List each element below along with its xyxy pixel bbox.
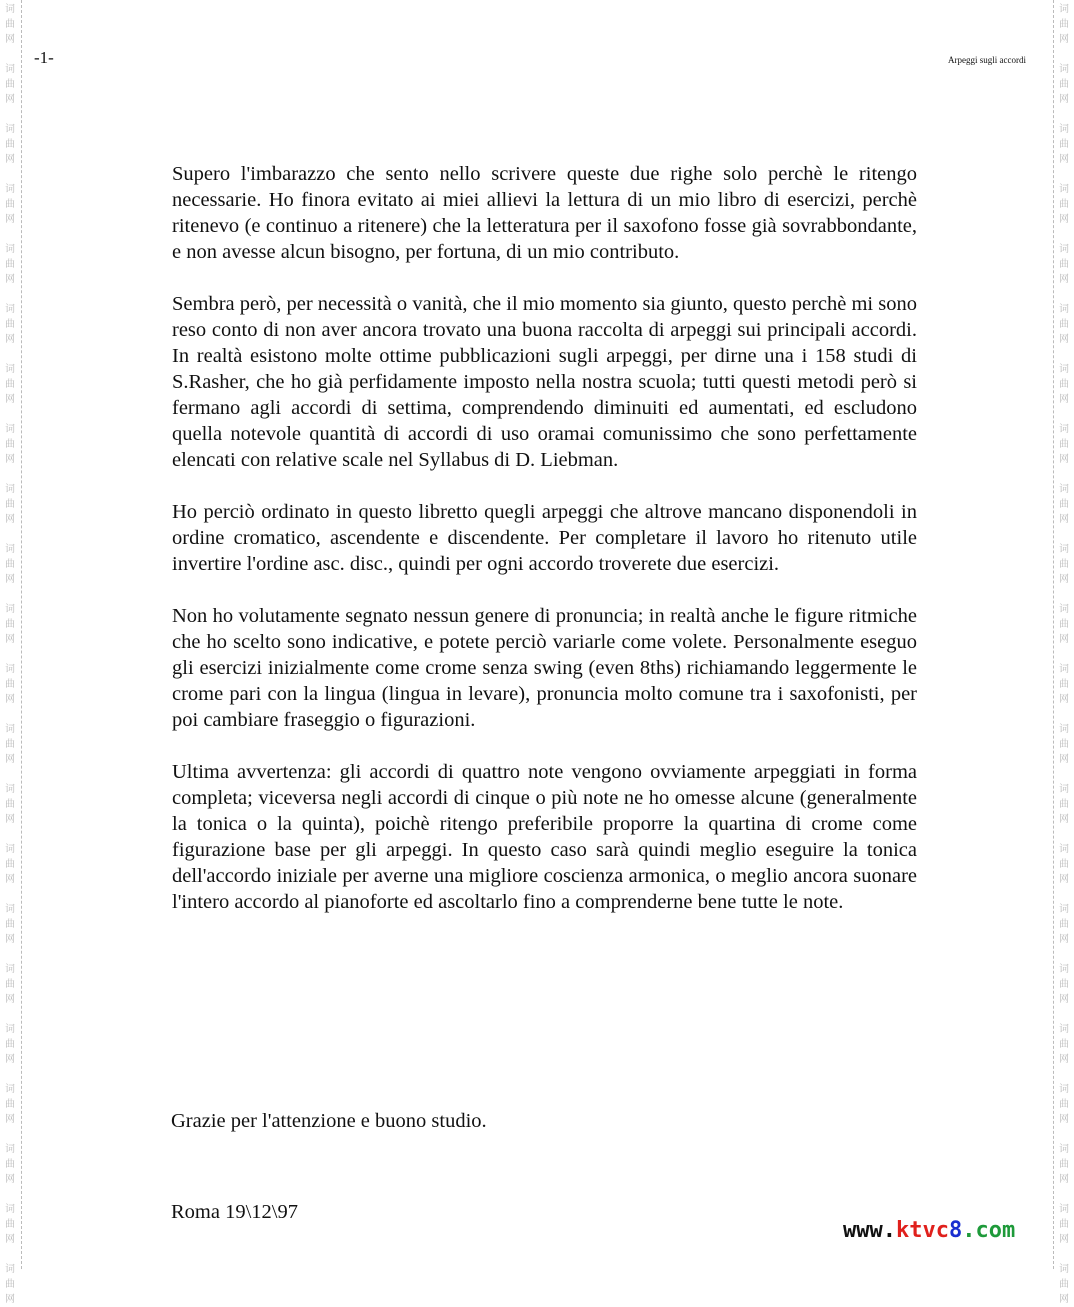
watermark-mark: 词 曲 网 [1059,424,1069,465]
watermark-mark: 词 曲 网 [1059,304,1069,345]
watermark-mark: 词 曲 网 [1059,1144,1069,1185]
watermark-mark: 词 曲 网 [5,604,15,645]
watermark-mark: 词 曲 网 [5,484,15,525]
paragraph: Ultima avvertenza: gli accordi di quattro note vengono ovviamente arpeggiati in forma completa; viceversa negli accordi di cinque o più note ne ho omesse alcune (generalmente la tonica o la quinta), poichè ritengo preferibile proporre la quartina di crome come figurazione base per gli arpeggi. In questo caso sarà quindi meglio eseguire la tonica dell'accordo iniziale per averne una migliore coscienza armonica, o meglio ancora suonare l'intero accordo al pianoforte ed ascoltarlo fino a comprenderne bene tutte le note. [172,761,917,913]
watermark-mark: 词 曲 网 [5,724,15,765]
watermark-mark: 词 曲 网 [1059,1084,1069,1125]
logo-part: .com [962,1218,1016,1243]
watermark-mark: 词 曲 网 [5,424,15,465]
watermark-mark: 词 曲 网 [5,4,15,45]
paragraph: Sembra però, per necessità o vanità, che il mio momento sia giunto, questo perchè mi sono reso conto di non aver ancora trovato una buona raccolta di arpeggi sui principali accordi. In realtà esistono molte ottime pubblicazioni sugli arpeggi, per dirne una i 158 studi di S.Rasher, che ho già perfidamente imposto nella nostra scuola; tutti questi metodi però si fermano agli accordi di settima, comprendendo diminuiti ed aumentati, ed escludono quella notevole quantità di accordi di uso oramai comunissimo che sono perfettamente elencati con relative scale nel Syllabus di D. Liebman. [172,293,917,471]
place-date: Roma 19\12\97 [171,1201,298,1223]
watermark-mark: 词 曲 网 [1059,784,1069,825]
watermark-mark: 词 曲 网 [1059,1024,1069,1065]
watermark-mark: 词 曲 网 [1059,1204,1069,1245]
watermark-mark: 词 曲 网 [5,964,15,1005]
watermark-mark: 词 曲 网 [5,244,15,285]
watermark-mark: 词 曲 网 [5,304,15,345]
paragraph: Ho perciò ordinato in questo libretto quegli arpeggi che altrove mancano disponendoli in ordine cromatico, ascendente e discendente. Per completare il lavoro ho ritenuto utile invertire l'ordine asc. disc., quindi per ogni accordo troverete due esercizi. [172,501,917,575]
margin-divider-right [1053,0,1054,1269]
watermark-mark: 词 曲 网 [5,784,15,825]
watermark-mark: 词 曲 网 [1059,1264,1069,1305]
watermark-mark: 词 曲 网 [1059,544,1069,585]
logo-part: ktvc [895,1218,949,1243]
watermark-mark: 词 曲 网 [1059,4,1069,45]
running-title: Arpeggi sugli accordi [948,55,1026,65]
closing-thanks: Grazie per l'attenzione e buono studio. [171,1110,487,1132]
logo-part: www. [843,1218,896,1243]
watermark-mark: 词 曲 网 [5,1204,15,1245]
site-logo [843,1218,1015,1243]
watermark-mark: 词 曲 网 [1059,604,1069,645]
page-number: -1- [34,48,54,67]
watermark-mark: 词 曲 网 [5,64,15,105]
watermark-mark: 词 曲 网 [1059,904,1069,945]
watermark-mark: 词 曲 网 [5,544,15,585]
paragraph: Supero l'imbarazzo che sento nello scrivere queste due righe solo perchè le ritengo necessarie. Ho finora evitato ai miei allievi la lettura di un mio libro di esercizi, perchè ritenevo (e continuo a ritenere) che la letteratura per il saxofono fosse già sovrabbondante, e non avesse alcun bisogno, per fortuna, di un mio contributo. [172,163,917,263]
watermark-mark: 词 曲 网 [1059,844,1069,885]
watermark-mark: 词 曲 网 [1059,364,1069,405]
watermark-mark: 词 曲 网 [5,1084,15,1125]
watermark-right [1054,0,1074,1305]
watermark-mark: 词 曲 网 [5,904,15,945]
watermark-mark: 词 曲 网 [1059,124,1069,165]
watermark-mark: 词 曲 网 [1059,964,1069,1005]
document-body [172,161,917,941]
watermark-mark: 词 曲 网 [5,1264,15,1305]
watermark-mark: 词 曲 网 [1059,664,1069,705]
watermark-mark: 词 曲 网 [5,664,15,705]
watermark-mark: 词 曲 网 [1059,64,1069,105]
logo-part: 8 [948,1218,963,1243]
watermark-mark: 词 曲 网 [1059,724,1069,765]
watermark-mark: 词 曲 网 [5,1144,15,1185]
watermark-mark: 词 曲 网 [1059,484,1069,525]
watermark-mark: 词 曲 网 [5,124,15,165]
watermark-mark: 词 曲 网 [1059,184,1069,225]
watermark-mark: 词 曲 网 [1059,244,1069,285]
paragraph: Non ho volutamente segnato nessun genere di pronuncia; in realtà anche le figure ritmiche che ho scelto sono indicative, e potete perciò variarle come volete. Personalmente eseguo gli esercizi inizialmente come crome senza swing (even 8ths) richiamando leggermente le crome pari con la lingua (lingua in levare), pronuncia molto comune tra i saxofonisti, per poi cambiare fraseggio o figurazioni. [172,605,917,731]
watermark-mark: 词 曲 网 [5,364,15,405]
watermark-mark: 词 曲 网 [5,184,15,225]
watermark-mark: 词 曲 网 [5,844,15,885]
margin-divider-left [21,0,22,1269]
watermark-left [0,0,20,1305]
watermark-mark: 词 曲 网 [5,1024,15,1065]
